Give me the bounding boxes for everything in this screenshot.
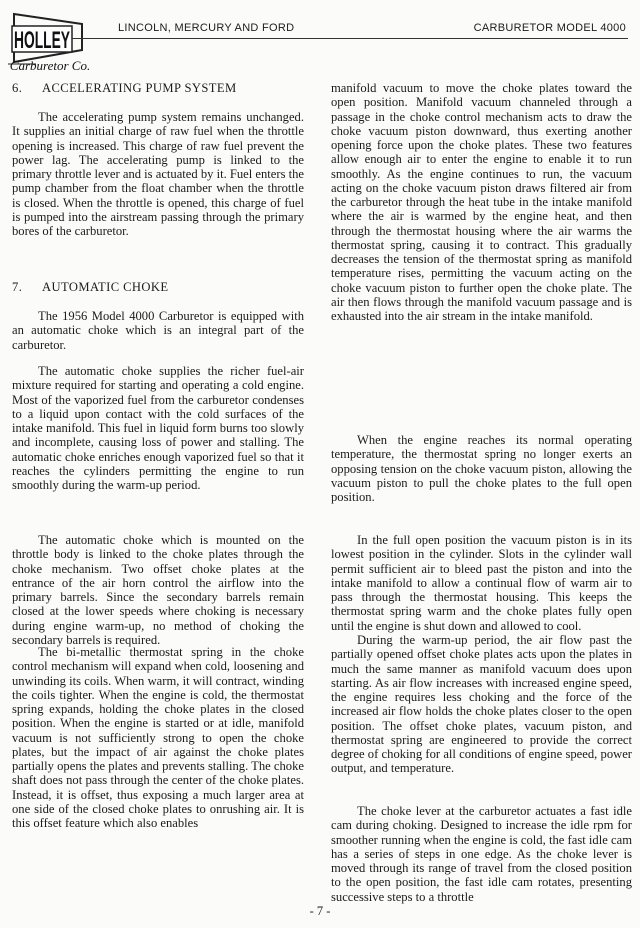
header-rule <box>72 38 628 39</box>
paragraph: The automatic choke which is mounted on the throttle body is linked to the choke plates through the choke mechanism. Two offset choke plates at the entrance of the air horn control the airflow into the primary barrels. Since the secondary barrels remain closed at the lower speeds where choking is necessary during engine warm-up, no method of choking the secondary barrels is required. <box>12 533 304 647</box>
page-number: - 7 - <box>309 904 331 918</box>
header-left-title: LINCOLN, MERCURY AND FORD <box>118 22 295 34</box>
svg-text:HOLLEY: HOLLEY <box>14 27 70 54</box>
svg-text:Carburetor Co.: Carburetor Co. <box>9 58 91 73</box>
section-heading-7 <box>12 280 168 294</box>
paragraph: The automatic choke supplies the richer fuel-air mixture required for starting and operating a cold engine. Most of the vaporized fuel from the carburetor condenses to a liquid upon contact with the cold surfaces of the intake manifold. This fuel in liquid form burns too slowly and incomplete, causing loss of power and stalling. The automatic choke enriches enough vaporized fuel so that it reaches the cylinders permitting the engine to run smoothly during the warm-up period. <box>12 364 304 492</box>
section-number: 7. <box>12 280 23 294</box>
paragraph: When the engine reaches its normal operating temperature, the thermostat spring no longer exerts an opposing tension on the choke vacuum piston, allowing the vacuum piston to pull the choke plates to the full open position. <box>331 433 632 504</box>
section-number: 6. <box>12 81 23 95</box>
paragraph: In the full open position the vacuum piston is in its lowest position in the cylinder. Slots in the cylinder wall permit sufficient air to bleed past the piston and into the intake manifold to allow a continual flow of warm air to pass through the thermostat housing. This keeps the thermostat spring warm and the choke plates fully open until the engine is shut down and allowed to cool. <box>331 533 632 633</box>
section-heading-6 <box>12 81 237 95</box>
holley-logo <box>6 10 91 74</box>
paragraph: manifold vacuum to move the choke plates toward the open position. Manifold vacuum channeled through a passage in the choke control mechanism acts to draw the choke vacuum piston downward, thus exerting another opening force upon the choke plates. These two features allow enough air to enter the engine to enable it to run smoothly. As the engine continues to run, the vacuum acting on the choke vacuum piston draws filtered air from the carburetor through the heat tube in the intake manifold where the air is warmed by the engine heat, and then through the thermostat housing where the air warms the thermostat spring, causing it to contract. This gradually decreases the tension of the thermostat spring as manifold temperature rises, permitting the vacuum acting on the choke vacuum piston to further open the choke plate. The air then flows through the manifold vacuum passage and is exhausted into the air stream in the intake manifold. <box>331 81 632 323</box>
paragraph: The 1956 Model 4000 Carburetor is equipped with an automatic choke which is an integral part of the carburetor. <box>12 309 304 352</box>
section-title: AUTOMATIC CHOKE <box>42 280 169 294</box>
paragraph: During the warm-up period, the air flow past the partially opened offset choke plates acts upon the plates in much the same manner as manifold vacuum does upon starting. As air flow increases with increased engine speed, the engine requires less choking and the force of the increased air flow holds the choke plates closer to the open position. The offset choke plates, vacuum piston, and thermostat spring are engineered to provide the correct degree of choking for all conditions of engine speed, power output, and temperature. <box>331 633 632 776</box>
section-title: ACCELERATING PUMP SYSTEM <box>42 81 237 95</box>
header-right-title: CARBURETOR MODEL 4000 <box>473 22 626 34</box>
paragraph: The accelerating pump system remains unchanged. It supplies an initial charge of raw fuel when the throttle opening is increased. This charge of raw fuel prevent the power lag. The accelerating pump is linked to the primary throttle lever and is actuated by it. Fuel enters the pump chamber from the float chamber when the throttle is closed. When the throttle is opened, this charge of fuel is pumped into the airstream passing through the primary bores of the carburetor. <box>12 110 305 238</box>
paragraph: The choke lever at the carburetor actuates a fast idle cam during choking. Designed to increase the idle rpm for smoother running when the engine is cold, the fast idle cam has a series of steps in one edge. As the choke lever is moved through its range of travel from the closed position to the open position, the fast idle cam rotates, presenting successive steps to a throttle <box>331 804 632 904</box>
paragraph: The bi-metallic thermostat spring in the choke control mechanism will expand when cold, loosening and unwinding its coils. When warm, it will contract, winding the coils tighter. When the engine is cold, the thermostat spring expands, holding the choke plates in the closed position. When the engine is started or at idle, manifold vacuum is not sufficiently strong to open the choke plates, but the impact of air against the choke plates partially opens the plates and prevents stalling. The choke shaft does not pass through the center of the choke plates. Instead, it is offset, thus exposing a much larger area at one side of the closed choke plates to onrushing air. It is this offset feature which also enables <box>12 645 304 830</box>
